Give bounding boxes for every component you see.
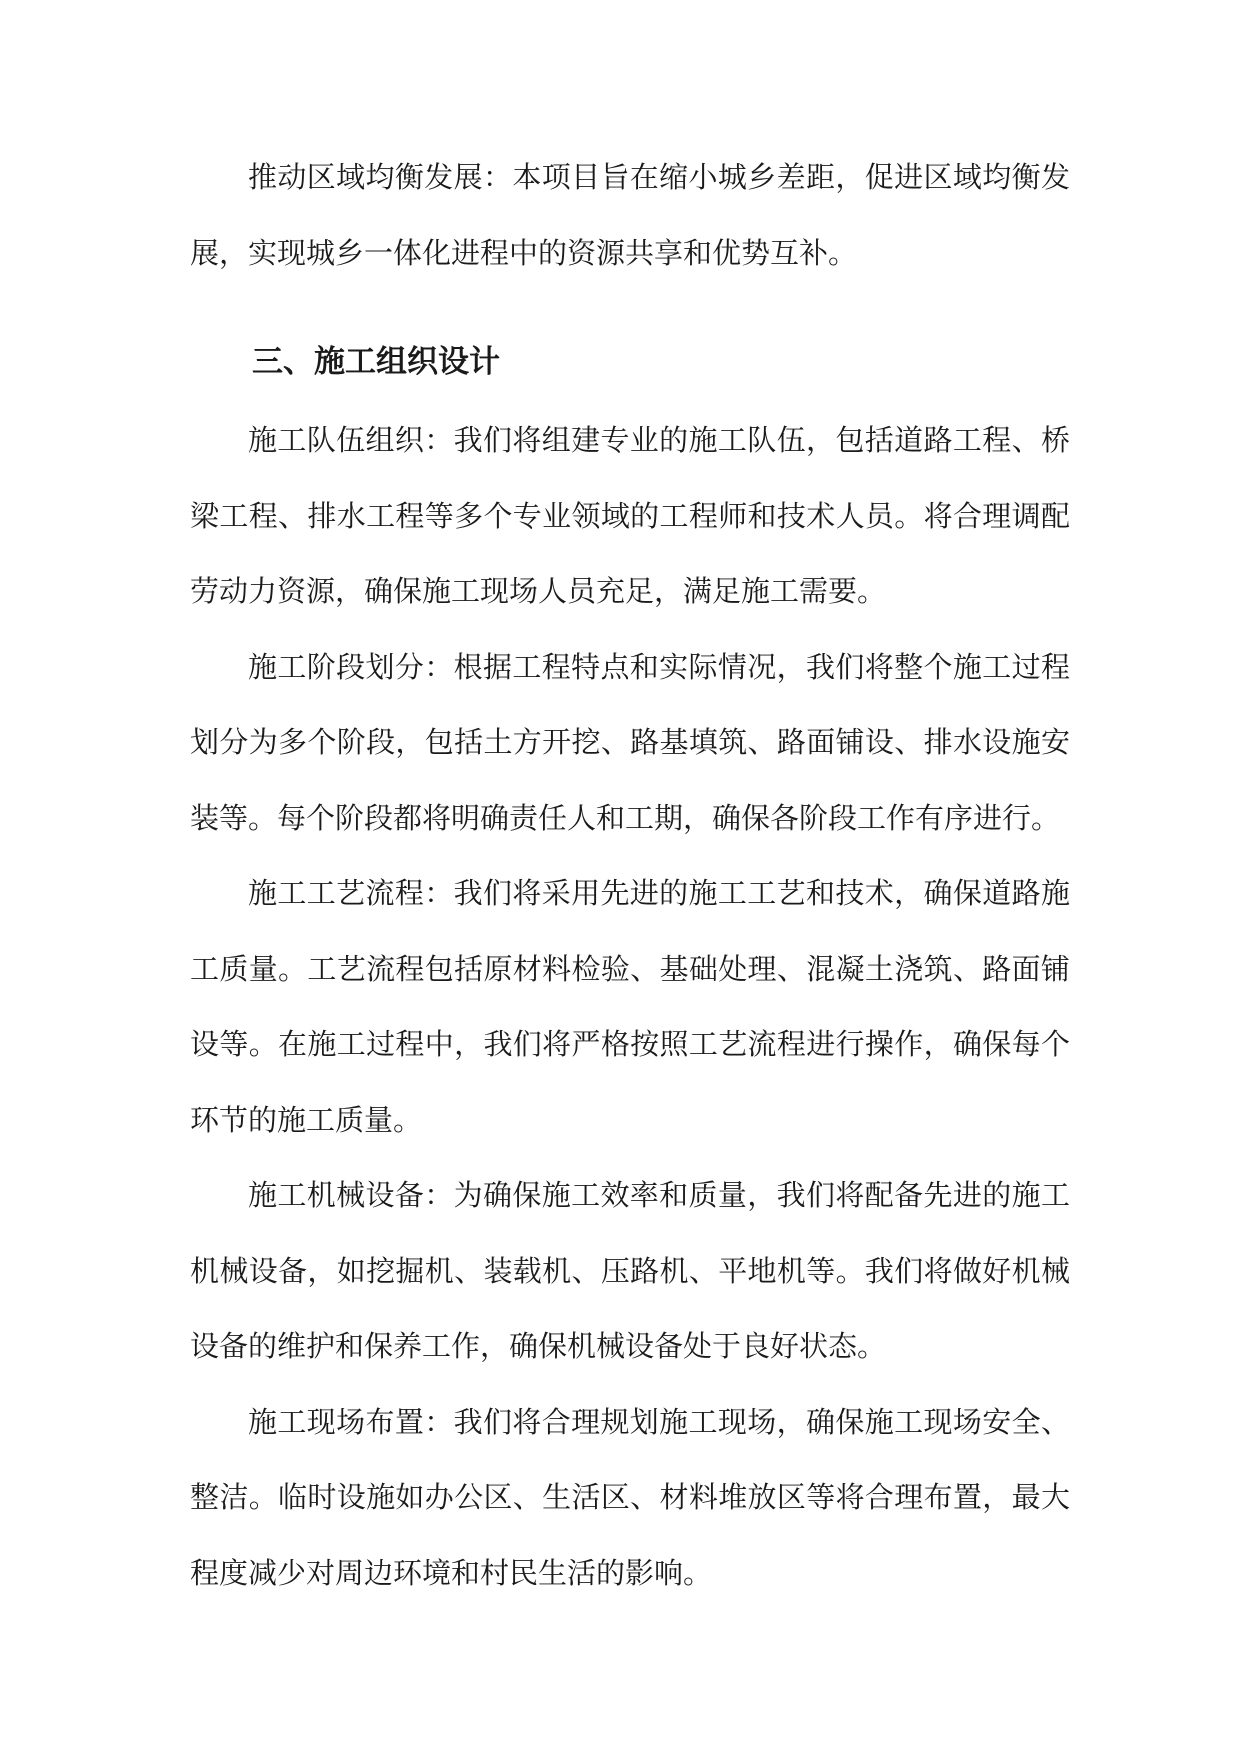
paragraph-team-organization: 施工队伍组织：我们将组建专业的施工队伍，包括道路工程、桥梁工程、排水工程等多个专业领域的工程师和技术人员。将合理调配劳动力资源，确保施工现场人员充足，满足施工需要。 (190, 423, 1070, 608)
paragraph-process-flow: 施工工艺流程：我们将采用先进的施工工艺和技术，确保道路施工质量。工艺流程包括原材料检验、基础处理、混凝土浇筑、路面铺设等。在施工过程中，我们将严格按照工艺流程进行操作，确保每个环节的施工质量。 (190, 876, 1070, 1137)
paragraph-phase-division: 施工阶段划分：根据工程特点和实际情况，我们将整个施工过程划分为多个阶段，包括土方开挖、路基填筑、路面铺设、排水设施安装等。每个阶段都将明确责任人和工期，确保各阶段工作有序进行。 (190, 649, 1070, 835)
document-body (190, 140, 1070, 1611)
paragraph-machinery: 施工机械设备：为确保施工效率和质量，我们将配备先进的施工机械设备，如挖掘机、装载机、压路机、平地机等。我们将做好机械设备的维护和保养工作，确保机械设备处于良好状态。 (190, 1178, 1070, 1363)
paragraph-regional-balance: 推动区域均衡发展：本项目旨在缩小城乡差距，促进区域均衡发展，实现城乡一体化进程中的资源共享和优势互补。 (190, 160, 1070, 270)
spacer (190, 291, 1070, 324)
paragraph-site-layout: 施工现场布置：我们将合理规划施工现场，确保施工现场安全、整洁。临时设施如办公区、生活区、材料堆放区等将合理布置，最大程度减少对周边环境和村民生活的影响。 (190, 1404, 1070, 1590)
section-heading: 三、施工组织设计 (252, 344, 500, 380)
